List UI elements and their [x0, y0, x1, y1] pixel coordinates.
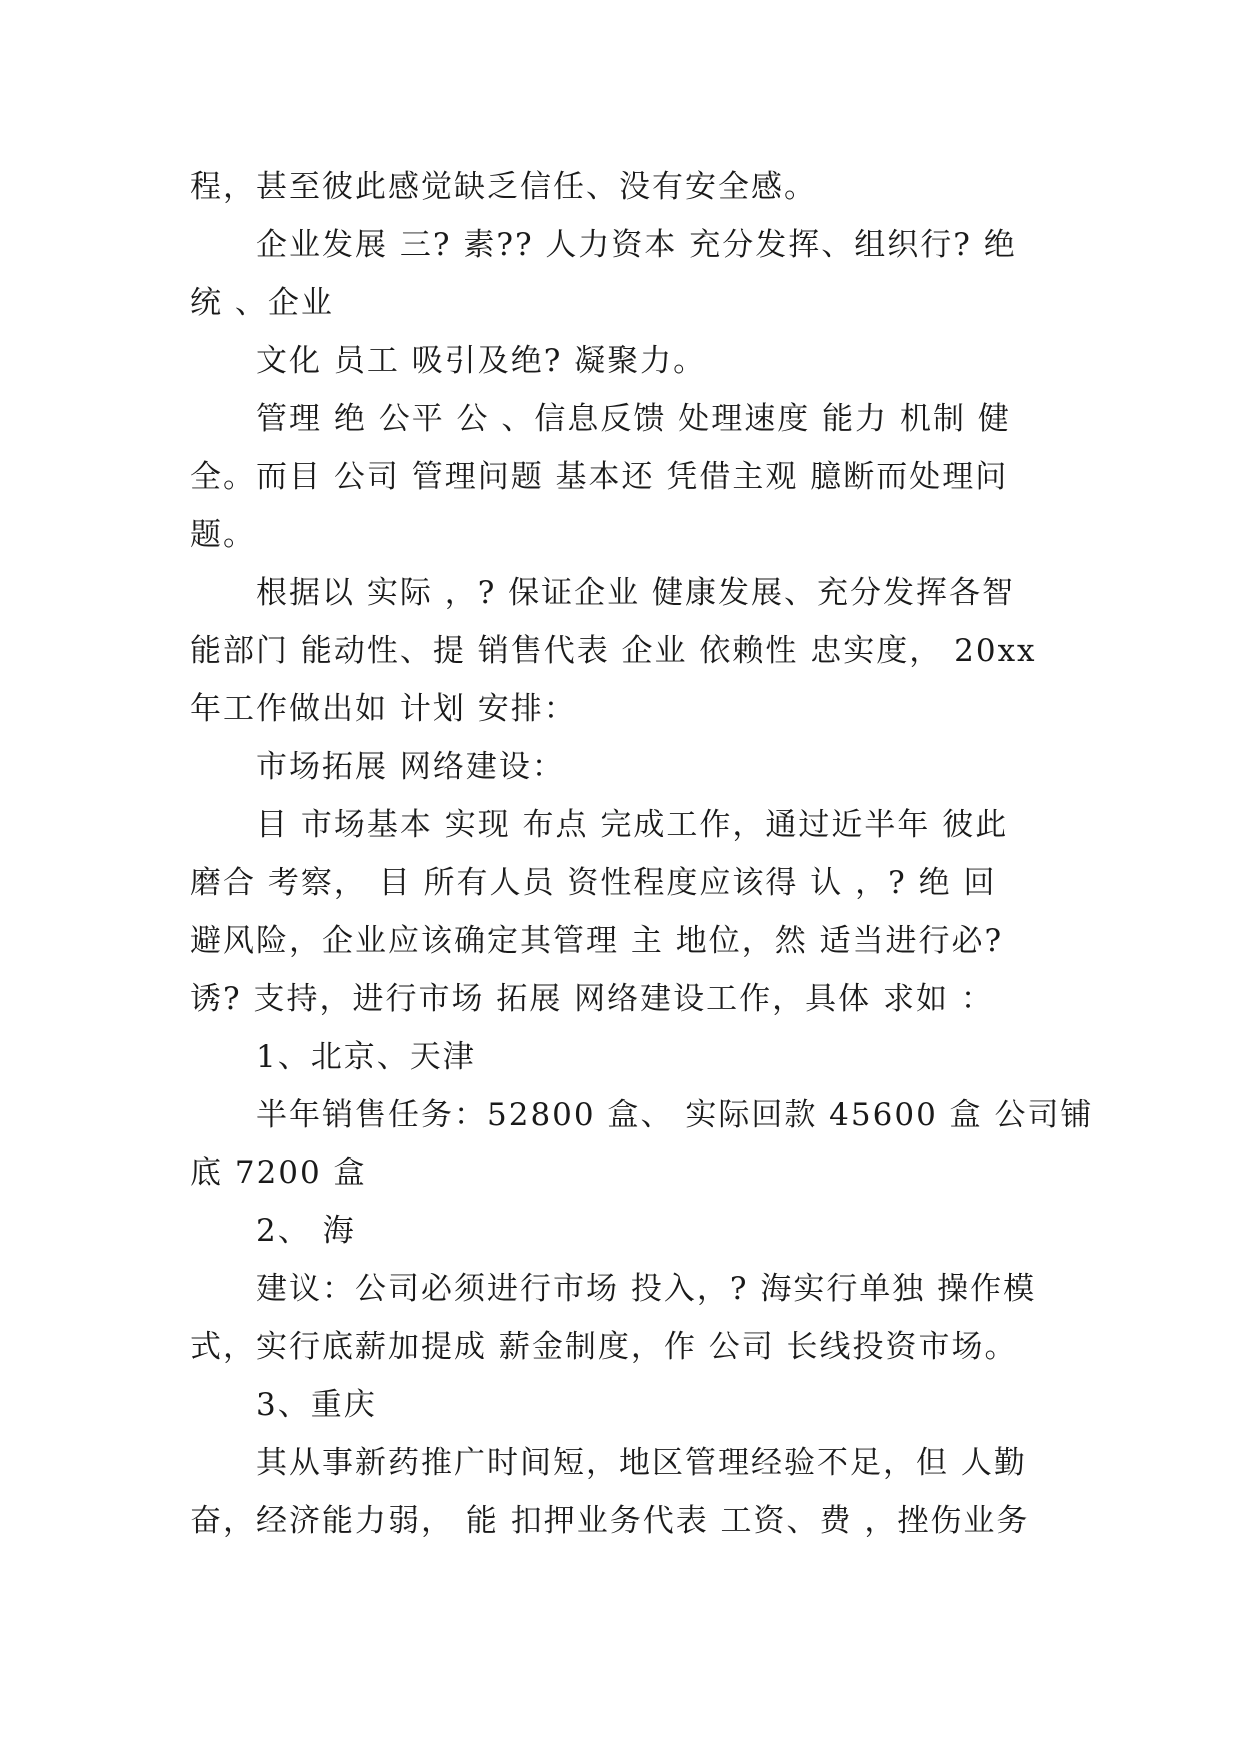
- text-line: 企业发展 三? 素?? 人力资本 充分发挥、组织行? 绝: [256, 227, 1017, 263]
- text-line: 文化 员工 吸引及绝? 凝聚力。: [256, 343, 707, 379]
- text-line: 1、北京、天津: [256, 1039, 476, 1075]
- text-line: 市场拓展 网络建设：: [256, 749, 565, 785]
- text-line: 年工作做出如 计划 安排：: [190, 691, 577, 727]
- text-line: 统 、企业: [190, 285, 334, 321]
- text-line: 磨合 考察， 目 所有人员 资性程度应该得 认 ，? 绝 回: [190, 865, 997, 901]
- text-line: 底 7200 盒: [190, 1155, 367, 1191]
- text-line: 诱? 支持，进行市场 拓展 网络建设工作，具体 求如 ：: [190, 981, 994, 1017]
- text-line: 建议：公司必须进行市场 投入，? 海实行单独 操作模: [256, 1271, 1037, 1307]
- text-line: 式，实行底薪加提成 薪金制度，作 公司 长线投资市场。: [190, 1329, 1018, 1365]
- text-line: 题。: [190, 517, 256, 553]
- text-line: 避风险，企业应该确定其管理 主 地位，然 适当进行必?: [190, 923, 1004, 959]
- body-text: [190, 158, 1094, 1550]
- text-line: 根据以 实际 ，? 保证企业 健康发展、充分发挥各智: [256, 575, 1016, 611]
- text-line: 2、 海: [256, 1213, 356, 1249]
- text-line: 半年销售任务：52800 盒、 实际回款 45600 盒 公司铺: [256, 1097, 1094, 1133]
- text-line: 能部门 能动性、提 销售代表 企业 依赖性 忠实度， 20xx: [190, 633, 1037, 669]
- text-line: 其从事新药推广时间短，地区管理经验不足，但 人勤: [256, 1445, 1027, 1481]
- text-line: 程，甚至彼此感觉缺乏信任、没有安全感。: [190, 169, 817, 205]
- text-line: 目 市场基本 实现 布点 完成工作，通过近半年 彼此: [256, 807, 1009, 843]
- text-line: 奋，经济能力弱， 能 扣押业务代表 工资、费 ，挫伤业务: [190, 1503, 1030, 1539]
- text-line: 3、重庆: [256, 1387, 377, 1423]
- text-line: 管理 绝 公平 公 、信息反馈 处理速度 能力 机制 健: [256, 401, 1011, 437]
- text-line: 全。而目 公司 管理问题 基本还 凭借主观 臆断而处理问: [190, 459, 1009, 495]
